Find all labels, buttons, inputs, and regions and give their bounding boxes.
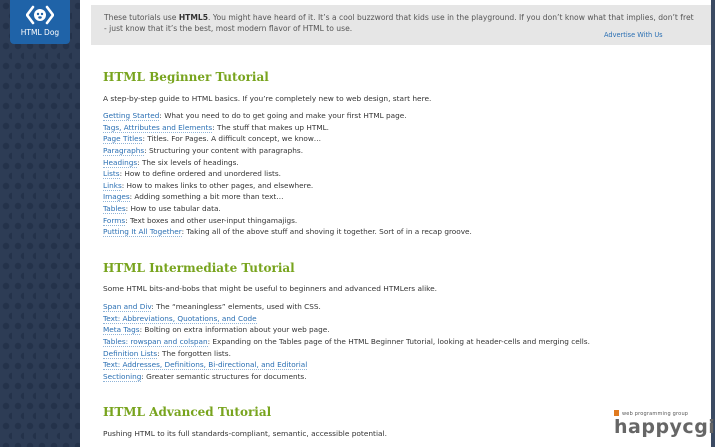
- watermark-logo: [614, 410, 715, 440]
- notice-text-after: . You might have heard of it. It’s a cool buzzword that kids use in the playground. If you don’t know what that implies, don’t fret - just know that it’s the best, most modern flavor of HTML to use.: [104, 13, 694, 33]
- intermediate-heading[interactable]: HTML Intermediate Tutorial: [103, 261, 295, 275]
- item-description: : How to define ordered and unordered lists.: [119, 169, 281, 179]
- item-description: : Greater semantic structures for documents.: [141, 371, 307, 381]
- advanced-intro: Pushing HTML to its full standards-compliant, semantic, accessible potential.: [103, 429, 387, 438]
- link-links[interactable]: Links: [103, 180, 122, 190]
- notice-banner: [91, 5, 711, 45]
- item-description: : The “meaningless” elements, used with CSS.: [151, 302, 321, 311]
- list-item: [103, 168, 472, 180]
- list-item: [103, 313, 590, 325]
- advertise-link[interactable]: Advertise With Us: [604, 31, 663, 39]
- logo-text: HTML Dog: [20, 28, 60, 37]
- beginner-intro: A step-by-step guide to HTML basics. If you’re completely new to web design, start here.: [103, 94, 432, 103]
- item-description: : The six levels of headings.: [137, 157, 239, 167]
- list-item: [103, 359, 590, 371]
- list-item: [103, 110, 472, 122]
- intermediate-intro: Some HTML bits-and-bobs that might be useful to beginners and advanced HTMLers alike.: [103, 284, 438, 293]
- link-sectioning[interactable]: Sectioning: [103, 371, 142, 381]
- beginner-heading[interactable]: HTML Beginner Tutorial: [103, 70, 269, 84]
- item-description: : Titles. For Pages. A difficult concept, we know…: [142, 134, 322, 144]
- item-description: : The forgotten lists.: [157, 348, 231, 358]
- item-description: : Adding something a bit more than text…: [129, 192, 284, 202]
- sidebar: [0, 0, 80, 447]
- link-meta-tags[interactable]: Meta Tags: [103, 325, 140, 335]
- item-description: : Taking all of the above stuff and shoving it together. Sort of in a recap groove.: [181, 227, 472, 237]
- list-item: [103, 122, 472, 134]
- beginner-list: [103, 110, 472, 238]
- link-paragraphs[interactable]: Paragraphs: [103, 145, 145, 155]
- link-span-and-div[interactable]: Span and Div: [103, 302, 152, 311]
- link-text-addresses[interactable]: Text: Addresses, Definitions, Bi-directional, and Editorial: [103, 360, 308, 370]
- link-page-titles[interactable]: Page Titles: [103, 134, 143, 144]
- list-item: [103, 336, 590, 348]
- link-lists[interactable]: Lists: [103, 169, 120, 179]
- link-headings[interactable]: Headings: [103, 157, 138, 167]
- list-item: [103, 203, 472, 215]
- item-description: : The stuff that makes up HTML.: [212, 122, 329, 132]
- intermediate-list: [103, 301, 590, 382]
- list-item: [103, 180, 472, 192]
- scroll-track[interactable]: [711, 0, 715, 447]
- item-description: : Expanding on the Tables page of the HTML Beginner Tutorial, looking at header-cells and merging cells.: [207, 336, 590, 346]
- logo-link[interactable]: [10, 0, 70, 44]
- list-item: [103, 371, 590, 383]
- dog-code-icon: [26, 4, 54, 26]
- list-item: [103, 145, 472, 157]
- list-item: [103, 301, 590, 313]
- item-description: : What you need to do to get going and make your first HTML page.: [159, 111, 407, 120]
- notice-text-before: These tutorials use: [104, 13, 179, 22]
- link-getting-started[interactable]: Getting Started: [103, 111, 160, 120]
- link-tables[interactable]: Tables: [103, 204, 126, 214]
- item-description: : Structuring your content with paragraphs.: [144, 145, 304, 155]
- link-forms[interactable]: Forms: [103, 215, 126, 225]
- list-item: [103, 348, 590, 360]
- list-item: [103, 226, 472, 238]
- list-item: [103, 133, 472, 145]
- item-description: : How to makes links to other pages, and elsewhere.: [121, 180, 314, 190]
- link-putting-it-all-together[interactable]: Putting It All Together: [103, 227, 182, 237]
- link-tables-rowspan-colspan[interactable]: Tables: rowspan and colspan: [103, 336, 208, 346]
- link-images[interactable]: Images: [103, 192, 130, 202]
- link-tags-attributes-elements[interactable]: Tags, Attributes and Elements: [103, 122, 213, 132]
- watermark-big-text: happycgi: [614, 416, 715, 438]
- list-item: [103, 324, 590, 336]
- list-item: [103, 157, 472, 169]
- watermark-small-text: web programming group: [622, 411, 689, 417]
- link-definition-lists[interactable]: Definition Lists: [103, 348, 158, 358]
- notice-highlight: HTML5: [178, 13, 209, 22]
- link-text-abbreviations[interactable]: Text: Abbreviations, Quotations, and Code: [103, 313, 257, 323]
- item-description: : How to use tabular data.: [125, 204, 221, 214]
- item-description: : Bolting on extra information about your web page.: [139, 325, 330, 335]
- advanced-heading[interactable]: HTML Advanced Tutorial: [103, 405, 272, 419]
- item-description: : Text boxes and other user-input thingamajigs.: [125, 215, 298, 225]
- list-item: [103, 215, 472, 227]
- list-item: [103, 191, 472, 203]
